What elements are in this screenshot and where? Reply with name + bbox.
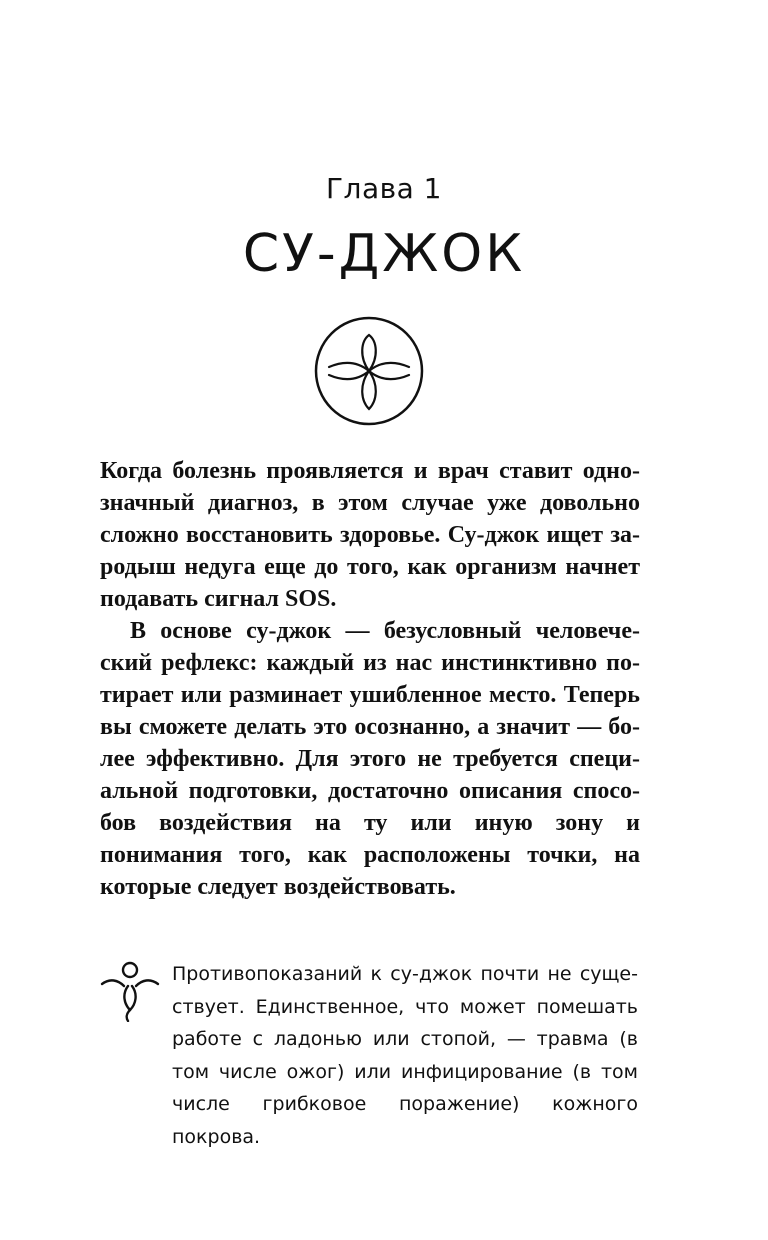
note-text: Противопоказаний к су-джок почти не существует. Единственное, что может помешать работе с ладонью или стопой, — травма (в том числе ожог) или инфицирование (в том числе грибковое поражение) кожного покрова.: [172, 963, 638, 1148]
body-text: [100, 455, 640, 903]
chapter-title: СУ-ДЖОК: [242, 224, 526, 284]
person-icon: [100, 960, 160, 1022]
chapter-label: Глава 1: [325, 172, 442, 205]
paragraph: Когда болезнь проявляется и врач ставит однозначный диагноз, в этом случае уже довольно сложно восстановить здоровье. Су-джок ищет зародыш недуга еще до того, как организм начнет подавать сигнал SOS.: [100, 458, 640, 612]
paragraph: В основе су-джок — безусловный человеческий рефлекс: каждый из нас инстинктивно потирает или разминает ушибленное место. Теперь вы сможете делать это осознанно, а значит — более эффективно. Для этого не требуется специальной подготовки, достаточно описания способов воздействия на ту или иную зону и понимания того, как расположены точки, на которые следует воздействовать.: [100, 618, 640, 900]
knot-circle-icon: [313, 315, 425, 427]
